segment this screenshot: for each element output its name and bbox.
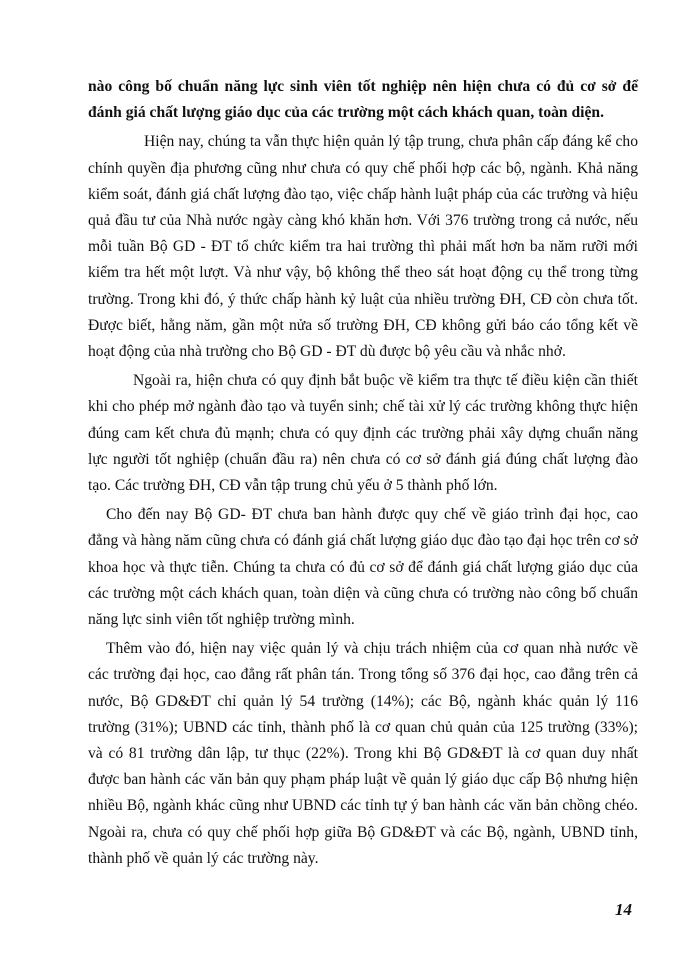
paragraph-5: Thêm vào đó, hiện nay việc quản lý và chịu trách nhiệm của cơ quan nhà nước về các trường đại học, cao đẳng rất phân tán. Trong tổng số 376 đại học, cao đẳng trên cả nước, Bộ GD&ĐT chỉ quản lý 54 trường (14%); các Bộ, ngành khác quản lý 116 trường (31%); UBND các tỉnh, thành phố là cơ quan chủ quản của 125 trường (33%); và có 81 trường dân lập, tư thục (22%). Trong khi Bộ GD&ĐT là cơ quan duy nhất được ban hành các văn bản quy phạm pháp luật về quản lý giáo dục cấp Bộ nhưng hiện nhiều Bộ, ngành khác cũng như UBND các tỉnh tự ý ban hành các văn bản chồng chéo. Ngoài ra, chưa có quy chế phối hợp giữa Bộ GD&ĐT và các Bộ, ngành, UBND tỉnh, thành phố về quản lý các trường này. (88, 640, 638, 867)
paragraph-3: Ngoài ra, hiện chưa có quy định bắt buộc về kiểm tra thực tế điều kiện cần thiết khi cho phép mở ngành đào tạo và tuyển sinh; chế tài xử lý các trường không thực hiện đúng cam kết chưa đủ mạnh; chưa có quy định các trường phải xây dựng chuẩn năng lực người tốt nghiệp (chuẩn đầu ra) nên chưa có cơ sở đánh giá đúng chất lượng đào tạo. Các trường ĐH, CĐ vẫn tập trung chủ yếu ở 5 thành phố lớn. (88, 372, 638, 495)
paragraph-2: Hiện nay, chúng ta vẫn thực hiện quản lý tập trung, chưa phân cấp đáng kể cho chính quyền địa phương cũng như chưa có quy chế phối hợp các bộ, ngành. Khả năng kiểm soát, đánh giá chất lượng đào tạo, việc chấp hành luật pháp của các trường và hiệu quả đầu tư của Nhà nước ngày càng khó khăn hơn. Với 376 trường trong cả nước, nếu mỗi tuần Bộ GD - ĐT tổ chức kiểm tra hai trường thì phải mất hơn ba năm rưỡi mới kiểm tra hết một lượt. Và như vậy, bộ không thể theo sát hoạt động cụ thể trong từng trường. Trong khi đó, ý thức chấp hành kỷ luật của nhiều trường ĐH, CĐ còn chưa tốt. Được biết, hằng năm, gần một nửa số trường ĐH, CĐ không gửi báo cáo tổng kết về hoạt động của nhà trường cho Bộ GD - ĐT dù được bộ yêu cầu và nhắc nhở. (88, 133, 638, 361)
paragraph-1: nào công bố chuẩn năng lực sinh viên tốt nghiệp nên hiện chưa có đủ cơ sở để đánh giá chất lượng giáo dục của các trường một cách khách quan, toàn diện. (88, 78, 638, 122)
paragraph-4: Cho đến nay Bộ GD- ĐT chưa ban hành được quy chế về giáo trình đại học, cao đẳng và hàng năm cũng chưa có đánh giá chất lượng giáo dục đào tạo đại học trên cơ sở khoa học và thực tiễn. Chúng ta chưa có đủ cơ sở để đánh giá chất lượng giáo dục của các trường một cách khách quan, toàn diện và cũng chưa có trường nào công bố chuẩn năng lực sinh viên tốt nghiệp trường mình. (88, 506, 638, 629)
page-number: 14 (615, 900, 632, 919)
body-text (88, 74, 638, 875)
